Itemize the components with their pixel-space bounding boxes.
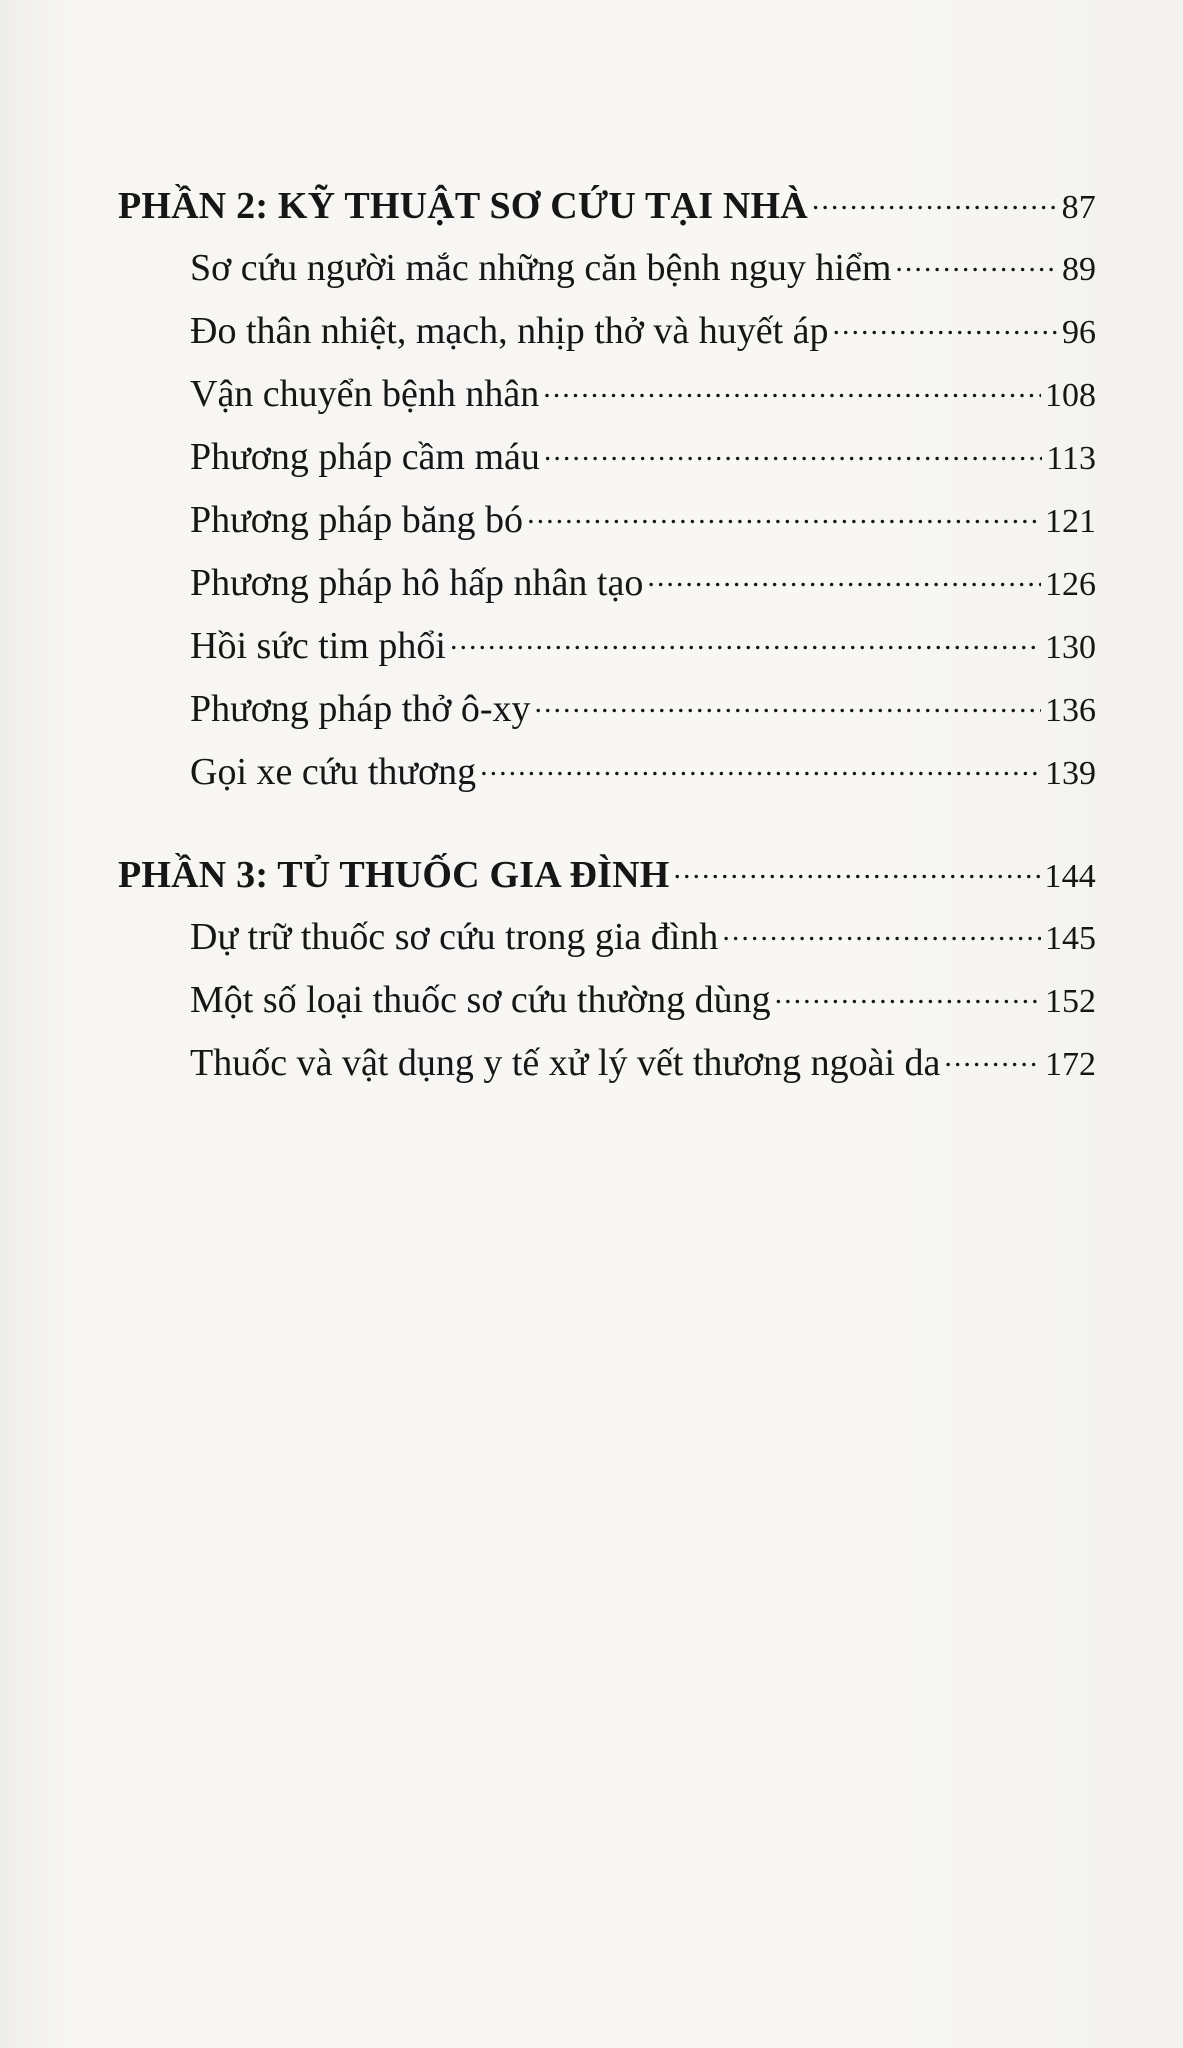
entry-title: Phương pháp thở ô-xy (190, 688, 531, 730)
entry-title: Một số loại thuốc sơ cứu thường dùng (190, 979, 771, 1021)
entry-page-number: 136 (1045, 692, 1096, 729)
entry-page-number: 145 (1045, 920, 1096, 957)
toc-entry (190, 368, 1096, 431)
toc-entry (190, 911, 1096, 974)
entry-page-number: 89 (1062, 251, 1096, 288)
entry-page-number: 126 (1045, 566, 1096, 603)
entry-page-number: 121 (1045, 503, 1096, 540)
toc-section-part-2 (118, 180, 1096, 809)
section-heading (118, 180, 1096, 242)
toc-entry (190, 305, 1096, 368)
section-page-number: 144 (1044, 858, 1096, 895)
dot-leader (543, 368, 1041, 406)
entry-title: Sơ cứu người mắc những căn bệnh nguy hiểm (190, 247, 892, 289)
dot-leader (812, 180, 1058, 218)
dot-leader (450, 620, 1041, 658)
section-entries (118, 911, 1096, 1100)
entry-page-number: 108 (1045, 377, 1096, 414)
section-title: PHẦN 2: KỸ THUẬT SƠ CỨU TẠI NHÀ (118, 185, 808, 227)
toc-entry (190, 242, 1096, 305)
dot-leader (535, 683, 1042, 721)
toc-entry (190, 620, 1096, 683)
entry-page-number: 152 (1045, 983, 1096, 1020)
entry-title: Thuốc và vật dụng y tế xử lý vết thương ngoài da (190, 1042, 941, 1084)
entry-title: Gọi xe cứu thương (190, 751, 477, 793)
entry-title: Phương pháp băng bó (190, 499, 524, 541)
entry-page-number: 139 (1045, 755, 1096, 792)
entry-title: Phương pháp hô hấp nhân tạo (190, 562, 644, 604)
dot-leader (944, 1037, 1041, 1075)
toc-entry (190, 974, 1096, 1037)
section-title: PHẦN 3: TỦ THUỐC GIA ĐÌNH (118, 854, 670, 896)
entry-page-number: 130 (1045, 629, 1096, 666)
dot-leader (674, 849, 1041, 887)
dot-leader (527, 494, 1041, 532)
entry-title: Vận chuyển bệnh nhân (190, 373, 540, 415)
section-page-number: 87 (1061, 189, 1096, 226)
table-of-contents (118, 180, 1096, 1140)
entry-page-number: 172 (1045, 1046, 1096, 1083)
toc-section-part-3 (118, 849, 1096, 1100)
toc-entry (190, 746, 1096, 809)
dot-leader (895, 242, 1058, 280)
entry-page-number: 113 (1046, 440, 1096, 477)
dot-leader (722, 911, 1041, 949)
dot-leader (833, 305, 1058, 343)
toc-entry (190, 683, 1096, 746)
entry-title: Đo thân nhiệt, mạch, nhịp thở và huyết áp (190, 310, 829, 352)
toc-entry (190, 431, 1096, 494)
dot-leader (480, 746, 1041, 784)
dot-leader (647, 557, 1041, 595)
dot-leader (775, 974, 1041, 1012)
entry-title: Hồi sức tim phổi (190, 625, 446, 667)
section-entries (118, 242, 1096, 809)
toc-entry (190, 1037, 1096, 1100)
entry-title: Dự trữ thuốc sơ cứu trong gia đình (190, 916, 719, 958)
section-heading (118, 849, 1096, 911)
toc-entry (190, 494, 1096, 557)
toc-entry (190, 557, 1096, 620)
entry-title: Phương pháp cầm máu (190, 436, 540, 478)
dot-leader (544, 431, 1042, 469)
entry-page-number: 96 (1062, 314, 1096, 351)
